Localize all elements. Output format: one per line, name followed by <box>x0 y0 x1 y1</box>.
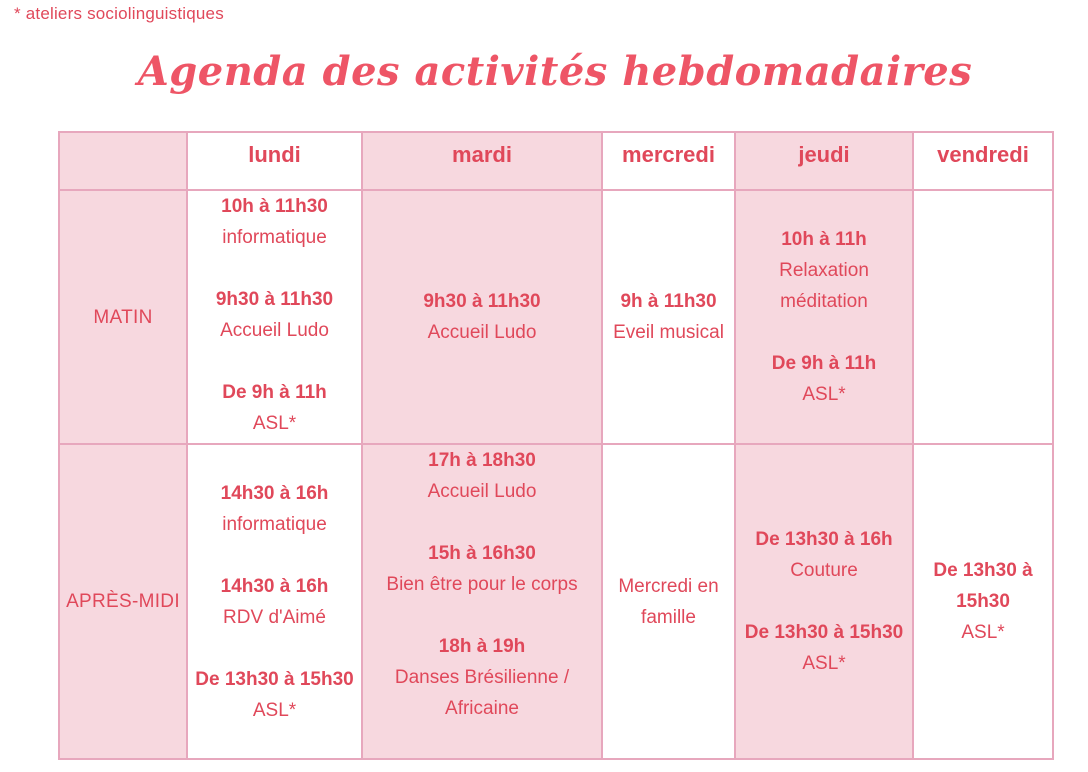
activity: RDV d'Aimé <box>223 606 326 628</box>
page-title: Agenda des activités hebdomadaires <box>137 48 973 95</box>
activity: Accueil Ludo <box>427 322 537 343</box>
day-header-mercredi: mercredi <box>602 132 735 190</box>
activity: Accueil Ludo <box>220 320 329 341</box>
row-apres-midi <box>59 444 1053 759</box>
activity: ASL* <box>252 413 297 434</box>
cell-mardi-apres-midi <box>362 444 602 759</box>
time: De 9h à 11h <box>222 382 327 403</box>
time: 17h à 18h30 <box>428 450 536 471</box>
day-header-vendredi: vendredi <box>913 132 1053 190</box>
corner-cell <box>59 132 187 190</box>
time: 15h à 16h30 <box>428 543 536 564</box>
time: 18h à 19h <box>438 636 526 657</box>
time: De 13h30 à 15h30 <box>744 622 904 643</box>
cell-mercredi-matin <box>602 190 735 444</box>
cell-jeudi-matin <box>735 190 913 444</box>
activity: ASL* <box>961 622 1005 643</box>
activity: Eveil musical <box>613 322 724 343</box>
activity: ASL* <box>802 653 846 674</box>
activity: ASL* <box>252 699 297 721</box>
time: 9h30 à 11h30 <box>423 291 541 312</box>
cell-mercredi-apres-midi <box>602 444 735 759</box>
time: De 13h30 à 15h30 <box>195 668 354 690</box>
cell-vendredi-apres-midi <box>913 444 1053 759</box>
time: 9h à 11h30 <box>620 291 717 312</box>
activity: Danses Brésilienne / Africaine <box>394 667 570 719</box>
cell-mardi-matin <box>362 190 602 444</box>
time: De 13h30 à 16h <box>755 529 893 550</box>
weekly-agenda-table <box>58 131 1054 760</box>
time: 14h30 à 16h <box>220 482 329 504</box>
time: 10h à 11h <box>781 229 867 250</box>
cell-lundi-matin <box>187 190 362 444</box>
activity: Relaxation méditation <box>779 260 869 312</box>
row-label-matin: MATIN <box>59 190 187 444</box>
activity: Mercredi en famille <box>618 575 719 628</box>
activity: informatique <box>222 513 327 535</box>
activity: Accueil Ludo <box>427 481 537 502</box>
activity: Bien être pour le corps <box>386 574 578 595</box>
time: 9h30 à 11h30 <box>215 289 334 310</box>
activity: Couture <box>790 560 858 581</box>
header-row <box>59 132 1053 190</box>
day-header-lundi: lundi <box>187 132 362 190</box>
time: De 13h30 à 15h30 <box>933 560 1033 612</box>
day-header-mardi: mardi <box>362 132 602 190</box>
row-label-apres-midi: APRÈS-MIDI <box>59 444 187 759</box>
cell-vendredi-matin <box>913 190 1053 444</box>
time: De 9h à 11h <box>771 353 877 374</box>
cell-jeudi-apres-midi <box>735 444 913 759</box>
footnote: * ateliers sociolinguistiques <box>14 4 224 23</box>
day-header-jeudi: jeudi <box>735 132 913 190</box>
cell-lundi-apres-midi <box>187 444 362 759</box>
activity: informatique <box>222 227 327 248</box>
time: 14h30 à 16h <box>220 575 329 597</box>
activity: ASL* <box>802 384 846 405</box>
time: 10h à 11h30 <box>221 196 328 217</box>
row-matin <box>59 190 1053 444</box>
